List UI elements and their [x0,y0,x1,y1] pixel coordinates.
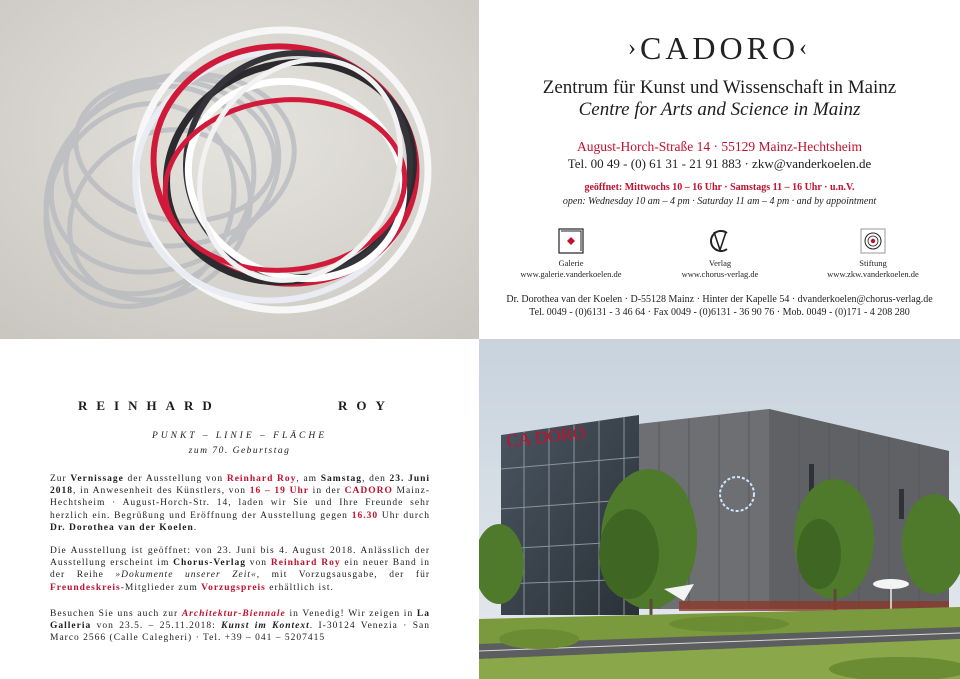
institution-stiftung-label: Stiftung [859,258,887,268]
address: August-Horch-Straße 14 · 55129 Mainz-Hechtsheim [577,139,862,154]
cadoro-logo [479,30,960,67]
title-english: Centre for Arts and Science in Mainz [578,99,861,120]
stiftung-logo-icon [860,228,886,254]
exhibition-subtitle: PUNKT – LINIE – FLÄCHE [151,431,328,441]
title-german: Zentrum für Kunst und Wissenschaft in Mainz [542,77,897,98]
chorus-verlag-logo-icon [707,228,733,254]
institution-verlag-url[interactable]: www.chorus-verlag.de [681,269,759,279]
building-sign: CA DORO [505,422,587,451]
institution-stiftung [808,228,938,280]
opening-hours-english: open: Wednesday 10 am – 4 pm · Saturday 11 am – 4 pm · and by appointment [562,196,877,207]
institution-stiftung-url[interactable]: www.zkw.vanderkoelen.de [827,269,919,279]
cadoro-building-photo [479,339,960,679]
contact-address-line: Dr. Dorothea van der Koelen · D-55128 Mainz · Hinter der Kapelle 54 · dvanderkoelen@chorus-verlag.de [506,294,933,305]
logo-right-mark: ‹ [799,35,812,61]
cadoro-info-panel [479,0,960,339]
biennale-paragraph: Besuchen Sie uns auch zur Architektur-Biennale in Venedig! Wir zeigen in La Galleria von 23.5. – 25.11.2018: Kunst im Kontext. I-30124 Venezia · San Marco 2566 (Calle Calegheri) · Tel. +39 – 041 – 5207415 [50,609,430,644]
galerie-logo-icon [558,228,584,254]
rings-sculpture-photo [0,0,479,339]
institution-galerie-url[interactable]: www.galerie.vanderkoelen.de [520,269,622,279]
phone-email: Tel. 00 49 - (0) 61 31 - 21 91 883 · zkw@vanderkoelen.de [567,156,872,171]
logo-left-mark: › [627,35,640,61]
contact-phone-line: Tel. 0049 - (0)6131 - 3 46 64 · Fax 0049 - (0)6131 - 36 90 76 · Mob. 0049 - (0)171 - 4 208 280 [529,307,910,318]
logo-name: CADORO [639,30,800,66]
exhibition-occasion: zum 70. Geburtstag [188,446,291,456]
vernissage-paragraph: Zur Vernissage der Ausstellung von Reinhard Roy, am Samstag, den 23. Juni 2018, in Anwesenheit des Künstlers, von 16 – 19 Uhr in der CADORO Mainz-Hechtsheim · August-Horch-Str. 14, laden wir Sie und Ihre Freunde sehr herzlich ein. Begrüßung und Eröffnung der Ausstellung gegen 16.30 Uhr durch Dr. Dorothea van der Koelen. [50,474,431,533]
artist-last-name: ROY [338,398,394,413]
opening-hours-german: geöffnet: Mittwochs 10 – 16 Uhr · Samstags 11 – 16 Uhr · u.n.V. [584,182,855,193]
exhibition-dates-paragraph: Die Ausstellung ist geöffnet: von 23. Juni bis 4. August 2018. Anlässlich der Ausstellung erscheint im Chorus-Verlag von Reinhard Roy ein neuer Band in der Reihe »Dokumente unserer Zeit«, mit Vorzugsausgabe, der für Freundeskreis-Mitglieder zum Vorzugspreis erhältlich ist. [50,546,430,593]
institution-galerie [506,228,636,280]
institution-verlag [655,228,785,280]
institution-galerie-label: Galerie [558,258,584,268]
artist-first-name: REINHARD [78,398,221,413]
institution-verlag-label: Verlag [708,258,732,268]
